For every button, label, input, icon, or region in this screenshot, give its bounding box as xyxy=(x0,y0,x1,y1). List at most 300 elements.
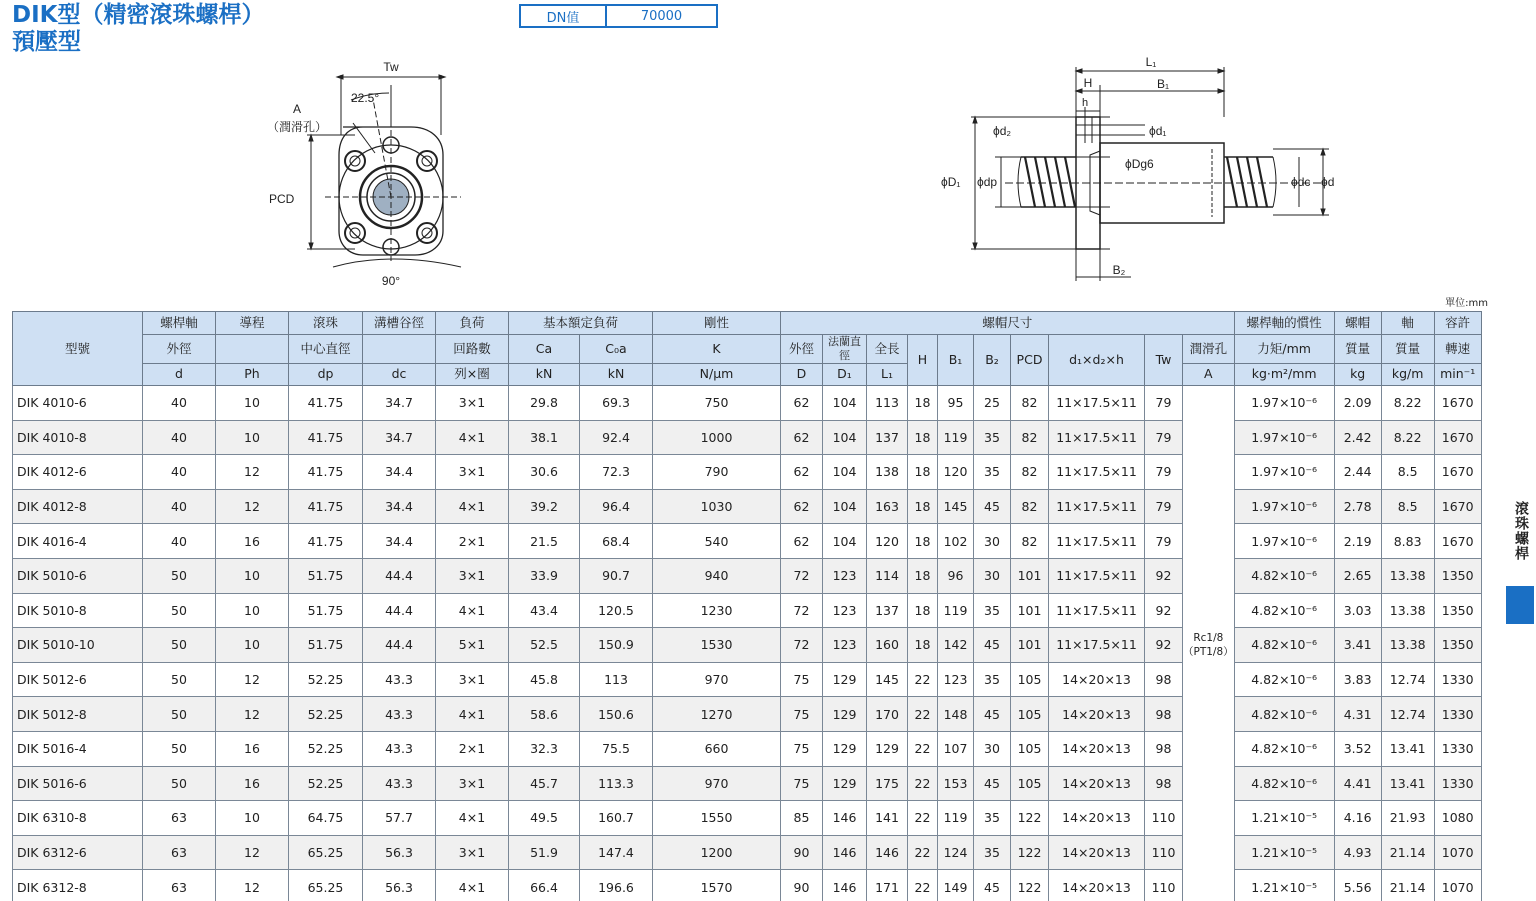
cell-sm: 13.41 xyxy=(1381,731,1434,766)
dg6-label: ϕDg6 xyxy=(1125,157,1154,171)
cell-c0a: 120.5 xyxy=(580,593,653,628)
cell-l1: 114 xyxy=(867,558,908,593)
cell-h: 18 xyxy=(908,628,938,663)
cell-ca: 45.7 xyxy=(509,766,580,801)
cell-inertia: 4.82×10⁻⁶ xyxy=(1234,731,1334,766)
cell-h: 18 xyxy=(908,593,938,628)
cell-pcd: 101 xyxy=(1011,593,1049,628)
header-nut-B2: B₂ xyxy=(974,334,1011,386)
cell-sm: 21.14 xyxy=(1381,835,1434,870)
cell-tw: 92 xyxy=(1145,593,1183,628)
cell-spd: 1330 xyxy=(1434,731,1481,766)
cell-h: 18 xyxy=(908,420,938,455)
cell-dp: 41.75 xyxy=(289,489,363,524)
cell-d1: 104 xyxy=(823,386,867,421)
cell-ph: 10 xyxy=(216,593,289,628)
cell-tw: 110 xyxy=(1145,870,1183,901)
header-shaft-mass-2: 質量 xyxy=(1381,334,1434,363)
cell-inertia: 4.82×10⁻⁶ xyxy=(1234,558,1334,593)
cell-tw: 98 xyxy=(1145,766,1183,801)
cell-pcd: 122 xyxy=(1011,870,1049,901)
dc-label: ϕdc xyxy=(1291,175,1311,189)
header-pitch-3: dp xyxy=(289,363,363,386)
header-nut-L1-1: 全長 xyxy=(867,334,908,363)
header-rigidity-3: N/μm xyxy=(653,363,781,386)
cell-b1: 119 xyxy=(938,420,974,455)
header-speed-2: 轉速 xyxy=(1434,334,1481,363)
cell-cir: 4×1 xyxy=(436,870,509,901)
cell-nm: 2.65 xyxy=(1334,558,1381,593)
cell-holes: 11×17.5×11 xyxy=(1049,628,1145,663)
front-view-drawing xyxy=(255,55,485,295)
cell-pcd: 105 xyxy=(1011,662,1049,697)
cell-ph: 12 xyxy=(216,662,289,697)
cell-model: DIK 5010-8 xyxy=(13,593,143,628)
cell-ph: 12 xyxy=(216,870,289,901)
cell-b1: 123 xyxy=(938,662,974,697)
cell-lube-hole xyxy=(1183,386,1235,901)
cell-ph: 16 xyxy=(216,766,289,801)
cell-sm: 8.83 xyxy=(1381,524,1434,559)
cell-spd: 1080 xyxy=(1434,801,1481,836)
cell-pcd: 82 xyxy=(1011,386,1049,421)
cell-dc: 34.4 xyxy=(363,489,436,524)
cell-k: 1570 xyxy=(653,870,781,901)
cell-cir: 4×1 xyxy=(436,489,509,524)
cell-d: 50 xyxy=(143,731,216,766)
cell-pcd: 101 xyxy=(1011,628,1049,663)
cell-ph: 10 xyxy=(216,386,289,421)
cell-ca: 38.1 xyxy=(509,420,580,455)
cell-tw: 92 xyxy=(1145,558,1183,593)
cell-d: 63 xyxy=(143,870,216,901)
header-lead-3: Ph xyxy=(216,363,289,386)
cell-ca: 51.9 xyxy=(509,835,580,870)
cell-tw: 98 xyxy=(1145,697,1183,732)
cell-k: 1530 xyxy=(653,628,781,663)
cell-spd: 1670 xyxy=(1434,420,1481,455)
cell-ca: 39.2 xyxy=(509,489,580,524)
cell-l1: 145 xyxy=(867,662,908,697)
cell-dp: 52.25 xyxy=(289,766,363,801)
cell-b1: 102 xyxy=(938,524,974,559)
cell-dc: 44.4 xyxy=(363,558,436,593)
cell-sm: 13.41 xyxy=(1381,766,1434,801)
cell-dc: 43.3 xyxy=(363,662,436,697)
header-nut-mass-2: 質量 xyxy=(1334,334,1381,363)
header-root-3: dc xyxy=(363,363,436,386)
header-nut-group: 螺帽尺寸 xyxy=(781,312,1235,335)
cell-nm: 2.19 xyxy=(1334,524,1381,559)
header-inertia-2: 力矩/mm xyxy=(1234,334,1334,363)
header-inertia-3: kg·m²/mm xyxy=(1234,363,1334,386)
cell-cir: 4×1 xyxy=(436,420,509,455)
cell-inertia: 4.82×10⁻⁶ xyxy=(1234,766,1334,801)
cell-l1: 129 xyxy=(867,731,908,766)
cell-sm: 13.38 xyxy=(1381,593,1434,628)
header-speed-3: min⁻¹ xyxy=(1434,363,1481,386)
cell-b1: 107 xyxy=(938,731,974,766)
cell-h: 22 xyxy=(908,835,938,870)
cell-inertia: 4.82×10⁻⁶ xyxy=(1234,662,1334,697)
cell-holes: 11×17.5×11 xyxy=(1049,420,1145,455)
header-pitch-1: 滾珠 xyxy=(289,312,363,335)
cell-pcd: 101 xyxy=(1011,558,1049,593)
cell-model: DIK 5016-6 xyxy=(13,766,143,801)
cell-model: DIK 6312-8 xyxy=(13,870,143,901)
cell-spd: 1670 xyxy=(1434,386,1481,421)
cell-k: 970 xyxy=(653,662,781,697)
cell-d: 72 xyxy=(781,558,823,593)
cell-dp: 52.25 xyxy=(289,731,363,766)
header-root-1: 溝槽谷徑 xyxy=(363,312,436,335)
table-row xyxy=(13,835,1482,870)
header-circuits-2: 回路數 xyxy=(436,334,509,363)
cell-cir: 2×1 xyxy=(436,731,509,766)
cell-tw: 110 xyxy=(1145,801,1183,836)
table-row xyxy=(13,662,1482,697)
cell-d: 50 xyxy=(143,558,216,593)
header-c0a-1: C₀a xyxy=(580,334,653,363)
header-nut-L1-2: L₁ xyxy=(867,363,908,386)
cell-pcd: 105 xyxy=(1011,731,1049,766)
cell-b1: 96 xyxy=(938,558,974,593)
cell-nm: 3.03 xyxy=(1334,593,1381,628)
cell-d: 40 xyxy=(143,386,216,421)
cell-l1: 113 xyxy=(867,386,908,421)
lube-value-2: （PT1/8） xyxy=(1183,645,1234,658)
cell-ca: 45.8 xyxy=(509,662,580,697)
cell-pcd: 82 xyxy=(1011,524,1049,559)
cell-ph: 16 xyxy=(216,731,289,766)
cell-spd: 1330 xyxy=(1434,766,1481,801)
cell-l1: 171 xyxy=(867,870,908,901)
side-tab-label: 滾珠螺桿 xyxy=(1513,501,1529,561)
cell-b1: 153 xyxy=(938,766,974,801)
cell-ph: 10 xyxy=(216,628,289,663)
cell-holes: 14×20×13 xyxy=(1049,731,1145,766)
cell-pcd: 82 xyxy=(1011,489,1049,524)
cell-b2: 30 xyxy=(974,524,1011,559)
cell-sm: 8.22 xyxy=(1381,386,1434,421)
table-row xyxy=(13,455,1482,490)
cell-d: 40 xyxy=(143,524,216,559)
l1-label: L₁ xyxy=(1145,55,1157,69)
header-shaft-3: d xyxy=(143,363,216,386)
cell-holes: 14×20×13 xyxy=(1049,662,1145,697)
header-nut-holes: d₁×d₂×h xyxy=(1049,334,1145,386)
cell-inertia: 4.82×10⁻⁶ xyxy=(1234,628,1334,663)
cell-pcd: 105 xyxy=(1011,697,1049,732)
cell-cir: 4×1 xyxy=(436,593,509,628)
cell-d: 90 xyxy=(781,835,823,870)
cell-c0a: 113 xyxy=(580,662,653,697)
cell-d: 72 xyxy=(781,593,823,628)
cell-ph: 10 xyxy=(216,558,289,593)
header-lube-2: A xyxy=(1183,363,1235,386)
cell-ca: 30.6 xyxy=(509,455,580,490)
header-model: 型號 xyxy=(13,312,143,386)
cell-b2: 45 xyxy=(974,870,1011,901)
cell-nm: 3.41 xyxy=(1334,628,1381,663)
cell-ph: 12 xyxy=(216,455,289,490)
cell-b1: 119 xyxy=(938,801,974,836)
cell-dp: 51.75 xyxy=(289,628,363,663)
cell-holes: 11×17.5×11 xyxy=(1049,455,1145,490)
cell-b2: 30 xyxy=(974,558,1011,593)
cell-model: DIK 5012-8 xyxy=(13,697,143,732)
cell-d: 75 xyxy=(781,697,823,732)
cell-l1: 175 xyxy=(867,766,908,801)
header-nut-Tw: Tw xyxy=(1145,334,1183,386)
cell-sm: 13.38 xyxy=(1381,628,1434,663)
cell-cir: 3×1 xyxy=(436,835,509,870)
cell-h: 18 xyxy=(908,524,938,559)
cell-sm: 21.14 xyxy=(1381,870,1434,901)
table-row xyxy=(13,697,1482,732)
cell-tw: 92 xyxy=(1145,628,1183,663)
cell-ph: 12 xyxy=(216,489,289,524)
cell-d: 62 xyxy=(781,524,823,559)
cell-d1: 129 xyxy=(823,662,867,697)
header-circuits-3: 列×圈 xyxy=(436,363,509,386)
cell-ca: 66.4 xyxy=(509,870,580,901)
cell-dc: 44.4 xyxy=(363,628,436,663)
cell-l1: 137 xyxy=(867,593,908,628)
cell-cir: 4×1 xyxy=(436,801,509,836)
cell-cir: 3×1 xyxy=(436,766,509,801)
cell-d1: 104 xyxy=(823,420,867,455)
table-row xyxy=(13,766,1482,801)
cell-spd: 1330 xyxy=(1434,662,1481,697)
dp-label: ϕdp xyxy=(977,175,998,189)
cell-d: 40 xyxy=(143,489,216,524)
cell-dp: 52.25 xyxy=(289,662,363,697)
cell-b2: 35 xyxy=(974,420,1011,455)
cell-sm: 12.74 xyxy=(1381,662,1434,697)
cell-model: DIK 6310-8 xyxy=(13,801,143,836)
header-ca-2: kN xyxy=(509,363,580,386)
header-nut-D1-1: 法蘭直徑 xyxy=(823,334,867,363)
cell-c0a: 92.4 xyxy=(580,420,653,455)
cell-d1: 129 xyxy=(823,697,867,732)
cell-b2: 35 xyxy=(974,593,1011,628)
cell-h: 18 xyxy=(908,455,938,490)
cell-spd: 1350 xyxy=(1434,558,1481,593)
cell-l1: 137 xyxy=(867,420,908,455)
cell-holes: 14×20×13 xyxy=(1049,766,1145,801)
cell-h: 22 xyxy=(908,870,938,901)
cell-d: 75 xyxy=(781,662,823,697)
header-rigidity-2: K xyxy=(653,334,781,363)
cell-holes: 11×17.5×11 xyxy=(1049,386,1145,421)
lube-hole-label: A xyxy=(292,102,302,116)
cell-nm: 5.56 xyxy=(1334,870,1381,901)
cell-dc: 44.4 xyxy=(363,593,436,628)
cell-holes: 14×20×13 xyxy=(1049,870,1145,901)
cell-pcd: 82 xyxy=(1011,420,1049,455)
cell-d: 50 xyxy=(143,593,216,628)
cell-d1: 129 xyxy=(823,731,867,766)
cell-spd: 1070 xyxy=(1434,870,1481,901)
cell-sm: 8.22 xyxy=(1381,420,1434,455)
cell-h: 18 xyxy=(908,386,938,421)
cell-holes: 11×17.5×11 xyxy=(1049,558,1145,593)
cell-c0a: 150.9 xyxy=(580,628,653,663)
cell-d1: 104 xyxy=(823,455,867,490)
d2-label: ϕd₂ xyxy=(993,124,1012,138)
cell-b1: 142 xyxy=(938,628,974,663)
cell-nm: 4.31 xyxy=(1334,697,1381,732)
bottom-angle-label: 90° xyxy=(381,274,401,288)
header-inertia-1: 螺桿軸的慣性 xyxy=(1234,312,1334,335)
cell-d: 50 xyxy=(143,766,216,801)
cell-c0a: 72.3 xyxy=(580,455,653,490)
cell-b1: 124 xyxy=(938,835,974,870)
header-nut-H: H xyxy=(908,334,938,386)
cell-d: 63 xyxy=(143,835,216,870)
cell-model: DIK 5012-6 xyxy=(13,662,143,697)
cell-sm: 13.38 xyxy=(1381,558,1434,593)
cell-pcd: 82 xyxy=(1011,455,1049,490)
cell-h: 22 xyxy=(908,662,938,697)
cell-d1: 104 xyxy=(823,524,867,559)
cell-holes: 11×17.5×11 xyxy=(1049,489,1145,524)
cell-b1: 120 xyxy=(938,455,974,490)
cell-b1: 119 xyxy=(938,593,974,628)
cell-d: 63 xyxy=(143,801,216,836)
pcd-label: PCD xyxy=(269,192,295,206)
cell-holes: 11×17.5×11 xyxy=(1049,593,1145,628)
cell-tw: 79 xyxy=(1145,455,1183,490)
cell-d: 62 xyxy=(781,386,823,421)
cell-cir: 3×1 xyxy=(436,558,509,593)
cell-b2: 30 xyxy=(974,731,1011,766)
cell-model: DIK 4012-8 xyxy=(13,489,143,524)
cell-pcd: 122 xyxy=(1011,835,1049,870)
cell-dc: 34.7 xyxy=(363,386,436,421)
cell-dp: 65.25 xyxy=(289,835,363,870)
cell-d: 40 xyxy=(143,420,216,455)
header-nut-D-1: 外徑 xyxy=(781,334,823,363)
cell-spd: 1350 xyxy=(1434,628,1481,663)
header-nut-mass-3: kg xyxy=(1334,363,1381,386)
cell-dp: 41.75 xyxy=(289,455,363,490)
cell-k: 1550 xyxy=(653,801,781,836)
cell-b2: 35 xyxy=(974,835,1011,870)
cell-c0a: 75.5 xyxy=(580,731,653,766)
cell-h: 22 xyxy=(908,697,938,732)
title-line-2: 預壓型 xyxy=(12,29,81,55)
cell-dp: 64.75 xyxy=(289,801,363,836)
cell-dp: 51.75 xyxy=(289,558,363,593)
cell-tw: 98 xyxy=(1145,662,1183,697)
cell-k: 1200 xyxy=(653,835,781,870)
cell-holes: 11×17.5×11 xyxy=(1049,524,1145,559)
cell-dc: 34.4 xyxy=(363,524,436,559)
cell-c0a: 90.7 xyxy=(580,558,653,593)
cell-nm: 2.09 xyxy=(1334,386,1381,421)
cell-d: 62 xyxy=(781,455,823,490)
lube-value-1: Rc1/8 xyxy=(1193,631,1224,644)
cell-inertia: 1.97×10⁻⁶ xyxy=(1234,524,1334,559)
cell-h: 22 xyxy=(908,731,938,766)
cell-d: 50 xyxy=(143,697,216,732)
cell-model: DIK 4016-4 xyxy=(13,524,143,559)
table-row xyxy=(13,628,1482,663)
cell-holes: 14×20×13 xyxy=(1049,835,1145,870)
h-small-label: h xyxy=(1081,97,1089,109)
cell-dp: 51.75 xyxy=(289,593,363,628)
cell-d: 40 xyxy=(143,455,216,490)
cell-ca: 49.5 xyxy=(509,801,580,836)
cell-model: DIK 4010-8 xyxy=(13,420,143,455)
cell-nm: 2.78 xyxy=(1334,489,1381,524)
table-row xyxy=(13,386,1482,421)
header-shaft-1: 螺桿軸 xyxy=(143,312,216,335)
cell-inertia: 1.97×10⁻⁶ xyxy=(1234,455,1334,490)
b2-label: B₂ xyxy=(1112,263,1126,277)
cell-d: 50 xyxy=(143,628,216,663)
cell-l1: 120 xyxy=(867,524,908,559)
dn-value-box xyxy=(519,4,718,28)
cell-holes: 14×20×13 xyxy=(1049,801,1145,836)
cell-h: 22 xyxy=(908,766,938,801)
cell-dc: 56.3 xyxy=(363,835,436,870)
tw-label: Tw xyxy=(383,60,399,74)
cell-d: 75 xyxy=(781,766,823,801)
cell-spd: 1350 xyxy=(1434,593,1481,628)
cell-model: DIK 6312-6 xyxy=(13,835,143,870)
title-line-1: DIK型（精密滾珠螺桿） xyxy=(12,2,265,28)
dn-label: DN值 xyxy=(521,6,607,26)
table-row xyxy=(13,524,1482,559)
cell-l1: 141 xyxy=(867,801,908,836)
cell-k: 790 xyxy=(653,455,781,490)
angle-label: 22.5° xyxy=(351,91,380,105)
cell-ca: 33.9 xyxy=(509,558,580,593)
cell-ca: 32.3 xyxy=(509,731,580,766)
cell-ca: 58.6 xyxy=(509,697,580,732)
cell-b1: 149 xyxy=(938,870,974,901)
cell-inertia: 1.97×10⁻⁶ xyxy=(1234,386,1334,421)
cell-cir: 5×1 xyxy=(436,628,509,663)
cell-d1: 146 xyxy=(823,801,867,836)
cell-spd: 1070 xyxy=(1434,835,1481,870)
cell-h: 22 xyxy=(908,801,938,836)
cell-dp: 41.75 xyxy=(289,524,363,559)
header-speed-1: 容許 xyxy=(1434,312,1481,335)
cell-ca: 29.8 xyxy=(509,386,580,421)
cell-k: 1270 xyxy=(653,697,781,732)
cell-sm: 21.93 xyxy=(1381,801,1434,836)
cell-l1: 163 xyxy=(867,489,908,524)
cell-ph: 12 xyxy=(216,697,289,732)
cell-nm: 2.44 xyxy=(1334,455,1381,490)
cell-nm: 4.16 xyxy=(1334,801,1381,836)
cell-b2: 35 xyxy=(974,455,1011,490)
header-rigidity-1: 剛性 xyxy=(653,312,781,335)
cell-pcd: 105 xyxy=(1011,766,1049,801)
cell-c0a: 196.6 xyxy=(580,870,653,901)
header-nut-D1-2: D₁ xyxy=(823,363,867,386)
header-load-group: 基本額定負荷 xyxy=(509,312,653,335)
cell-model: DIK 5010-6 xyxy=(13,558,143,593)
cell-c0a: 113.3 xyxy=(580,766,653,801)
cell-d: 85 xyxy=(781,801,823,836)
cell-l1: 160 xyxy=(867,628,908,663)
cell-dc: 43.3 xyxy=(363,766,436,801)
